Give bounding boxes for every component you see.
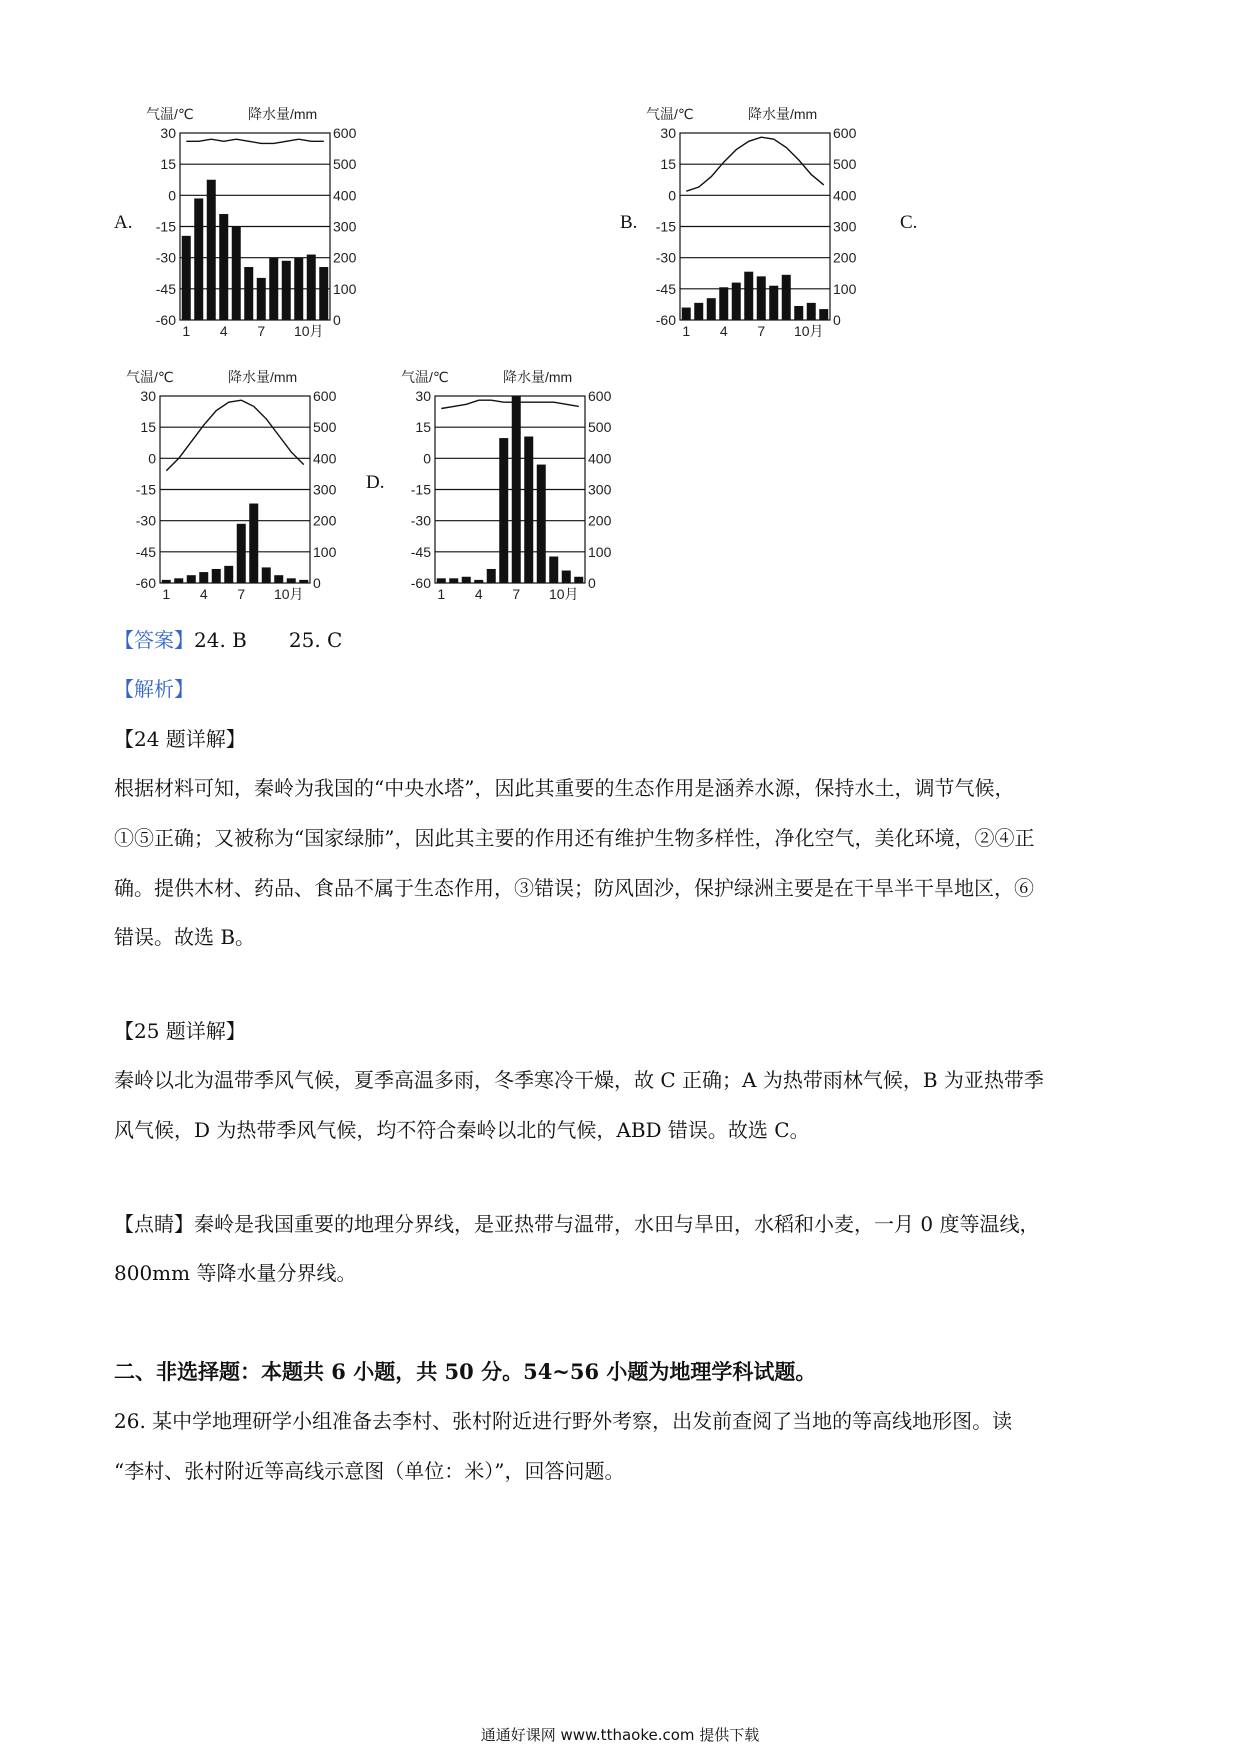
precip-tick-label: 600 bbox=[313, 388, 337, 404]
temp-tick-label: 15 bbox=[140, 419, 156, 436]
precip-bar bbox=[474, 580, 483, 583]
precip-bar bbox=[512, 396, 521, 583]
q24-line-4: 错误。故选 B。 bbox=[114, 925, 256, 949]
precip-tick-label: 500 bbox=[588, 419, 612, 436]
y2-axis-label: 降水量/mm bbox=[748, 106, 818, 122]
option-label-b: B. bbox=[620, 212, 638, 233]
precip-bar bbox=[207, 180, 216, 320]
precip-tick-label: 500 bbox=[833, 156, 857, 173]
precip-bar bbox=[249, 504, 258, 583]
precip-bar bbox=[682, 308, 691, 320]
x-tick-label: 1 bbox=[437, 586, 446, 602]
precip-bar bbox=[499, 438, 508, 583]
precip-tick-label: 100 bbox=[833, 280, 857, 297]
temp-tick-label: -30 bbox=[655, 249, 676, 266]
precip-bar bbox=[219, 214, 228, 320]
precip-tick-label: 500 bbox=[313, 419, 337, 436]
precip-tick-label: 600 bbox=[833, 125, 857, 141]
climate-chart-a bbox=[140, 105, 360, 339]
temp-tick-label: 0 bbox=[668, 187, 676, 204]
chart-a-svg bbox=[140, 105, 360, 339]
point-line-2: 800mm 等降水量分界线。 bbox=[114, 1261, 357, 1285]
temp-tick-label: -60 bbox=[135, 575, 156, 591]
precip-tick-label: 200 bbox=[588, 512, 612, 529]
precip-tick-label: 100 bbox=[313, 543, 337, 560]
precip-tick-label: 100 bbox=[588, 543, 612, 560]
x-tick-label: 4 bbox=[719, 323, 728, 339]
temp-tick-label: 15 bbox=[415, 419, 431, 436]
x-tick-label: 4 bbox=[474, 586, 483, 602]
precip-tick-label: 600 bbox=[333, 125, 357, 141]
y2-axis-label: 降水量/mm bbox=[228, 369, 298, 385]
x-tick-label: 10月 bbox=[293, 323, 324, 339]
precip-bar bbox=[194, 198, 203, 320]
precip-bar bbox=[719, 287, 728, 320]
precip-bar bbox=[819, 309, 828, 320]
precip-tick-label: 0 bbox=[313, 575, 321, 591]
temp-tick-label: 15 bbox=[160, 156, 176, 173]
precip-bar bbox=[574, 577, 583, 583]
q24-line-1: 根据材料可知，秦岭为我国的“中央水塔”，因此其重要的生态作用是涵养水源，保持水土，调节气候， bbox=[114, 776, 1015, 800]
temp-tick-label: 30 bbox=[660, 125, 676, 141]
temp-tick-label: -45 bbox=[135, 543, 156, 560]
temp-tick-label: -30 bbox=[155, 249, 176, 266]
q24-line-3: 确。提供木材、药品、食品不属于生态作用，③错误；防风固沙，保护绿洲主要是在干旱半干旱地区，⑥ bbox=[114, 876, 1034, 900]
precip-tick-label: 500 bbox=[333, 156, 357, 173]
q24-heading: 【24 题详解】 bbox=[114, 727, 246, 751]
temp-tick-label: -30 bbox=[135, 512, 156, 529]
precip-tick-label: 400 bbox=[333, 187, 357, 204]
q25-line-2: 风气候，D 为热带季风气候，均不符合秦岭以北的气候，ABD 错误。故选 C。 bbox=[114, 1118, 810, 1142]
temp-tick-label: 30 bbox=[140, 388, 156, 404]
y-axis-label: 气温/℃ bbox=[401, 369, 449, 385]
x-tick-label: 10月 bbox=[548, 586, 579, 602]
precip-bar bbox=[294, 258, 303, 320]
precip-bar bbox=[307, 255, 316, 320]
precip-tick-label: 200 bbox=[833, 249, 857, 266]
precip-bar bbox=[744, 272, 753, 320]
temp-tick-label: -60 bbox=[410, 575, 431, 591]
precip-bar bbox=[562, 571, 571, 583]
x-tick-label: 4 bbox=[199, 586, 208, 602]
option-label-d: D. bbox=[366, 472, 385, 493]
precip-bar bbox=[807, 303, 816, 320]
temp-tick-label: -60 bbox=[655, 312, 676, 328]
q26-line-1: 26. 某中学地理研学小组准备去李村、张村附近进行野外考察，出发前查阅了当地的等高线地形图。读 bbox=[114, 1409, 1013, 1433]
precip-bar bbox=[199, 572, 208, 583]
precip-bar bbox=[794, 306, 803, 320]
x-tick-label: 7 bbox=[257, 323, 266, 339]
temp-tick-label: -45 bbox=[410, 543, 431, 560]
precip-bar bbox=[269, 258, 278, 320]
x-tick-label: 7 bbox=[512, 586, 521, 602]
precip-tick-label: 300 bbox=[833, 218, 857, 235]
temp-tick-label: 30 bbox=[160, 125, 176, 141]
x-tick-label: 7 bbox=[757, 323, 766, 339]
precip-tick-label: 100 bbox=[333, 280, 357, 297]
temp-tick-label: 30 bbox=[415, 388, 431, 404]
precip-bar bbox=[162, 580, 171, 583]
chart-d-svg bbox=[395, 368, 615, 602]
q25-line-1: 秦岭以北为温带季风气候，夏季高温多雨，冬季寒冷干燥，故 C 正确；A 为热带雨林气候，B 为亚热带季 bbox=[114, 1068, 1044, 1092]
precip-bar bbox=[282, 261, 291, 320]
precip-tick-label: 0 bbox=[833, 312, 841, 328]
precip-bar bbox=[319, 267, 328, 320]
precip-bar bbox=[262, 567, 271, 583]
precip-bar bbox=[182, 236, 191, 320]
answer-24: 24. B bbox=[194, 628, 247, 652]
temp-tick-label: 0 bbox=[148, 450, 156, 467]
option-label-a: A. bbox=[114, 212, 133, 233]
temp-tick-label: 0 bbox=[168, 187, 176, 204]
temperature-line bbox=[441, 400, 579, 408]
precip-tick-label: 0 bbox=[588, 575, 596, 591]
temp-tick-label: 15 bbox=[660, 156, 676, 173]
temp-tick-label: -30 bbox=[410, 512, 431, 529]
precip-tick-label: 400 bbox=[588, 450, 612, 467]
precip-tick-label: 600 bbox=[588, 388, 612, 404]
point-line-1: 【点睛】秦岭是我国重要的地理分界线，是亚热带与温带，水田与旱田，水稻和小麦，一月 0 度等温线， bbox=[114, 1212, 1040, 1236]
precip-bar bbox=[437, 578, 446, 583]
temp-tick-label: -45 bbox=[155, 280, 176, 297]
q24-line-2: ①⑤正确；又被称为“国家绿肺”，因此其主要的作用还有维护生物多样性，净化空气，美化环境，②④正 bbox=[114, 826, 1035, 850]
temperature-line bbox=[186, 139, 323, 143]
precip-bar bbox=[187, 575, 196, 583]
precip-bar bbox=[537, 465, 546, 583]
answer-25: 25. C bbox=[288, 628, 343, 652]
precip-tick-label: 300 bbox=[333, 218, 357, 235]
answer-line bbox=[114, 626, 342, 654]
precip-bar bbox=[212, 569, 221, 583]
precip-bar bbox=[287, 578, 296, 583]
precip-bar bbox=[257, 278, 266, 320]
precip-tick-label: 300 bbox=[588, 481, 612, 498]
temp-tick-label: -60 bbox=[155, 312, 176, 328]
precip-bar bbox=[224, 566, 233, 583]
climate-chart-c bbox=[120, 368, 340, 602]
precip-tick-label: 0 bbox=[333, 312, 341, 328]
precip-bar bbox=[707, 298, 716, 320]
x-tick-label: 10月 bbox=[273, 586, 304, 602]
y-axis-label: 气温/℃ bbox=[646, 106, 694, 122]
climate-chart-b bbox=[640, 105, 860, 339]
page-footer: 通通好课网 www.tthaoke.com 提供下载 bbox=[480, 1726, 760, 1744]
y-axis-label: 气温/℃ bbox=[126, 369, 174, 385]
answer-tag: 【答案】 bbox=[114, 628, 194, 652]
temp-tick-label: -15 bbox=[655, 218, 676, 235]
precip-bar bbox=[524, 437, 533, 583]
precip-tick-label: 400 bbox=[313, 450, 337, 467]
precip-bar bbox=[694, 303, 703, 320]
precip-bar bbox=[174, 578, 183, 583]
x-tick-label: 7 bbox=[237, 586, 246, 602]
precip-bar bbox=[462, 577, 471, 583]
precip-bar bbox=[549, 557, 558, 583]
temp-tick-label: -15 bbox=[410, 481, 431, 498]
y2-axis-label: 降水量/mm bbox=[248, 106, 318, 122]
x-tick-label: 1 bbox=[162, 586, 171, 602]
chart-b-svg bbox=[640, 105, 860, 339]
climate-chart-d bbox=[395, 368, 615, 602]
analysis-tag: 【解析】 bbox=[114, 677, 194, 701]
x-tick-label: 1 bbox=[682, 323, 691, 339]
precip-bar bbox=[769, 286, 778, 320]
x-tick-label: 4 bbox=[219, 323, 228, 339]
precip-bar bbox=[487, 569, 496, 583]
precip-tick-label: 200 bbox=[333, 249, 357, 266]
section-title: 二、非选择题：本题共 6 小题，共 50 分。54~56 小题为地理学科试题。 bbox=[114, 1359, 817, 1384]
y-axis-label: 气温/℃ bbox=[146, 106, 194, 122]
temp-tick-label: 0 bbox=[423, 450, 431, 467]
x-tick-label: 1 bbox=[182, 323, 191, 339]
precip-tick-label: 200 bbox=[313, 512, 337, 529]
precip-tick-label: 300 bbox=[313, 481, 337, 498]
precip-bar bbox=[449, 578, 458, 583]
precip-bar bbox=[757, 276, 766, 320]
precip-bar bbox=[244, 267, 253, 320]
y2-axis-label: 降水量/mm bbox=[503, 369, 573, 385]
precip-bar bbox=[732, 283, 741, 320]
precip-bar bbox=[237, 524, 246, 583]
temperature-line bbox=[166, 400, 303, 471]
precip-bar bbox=[299, 580, 308, 583]
precip-bar bbox=[232, 227, 241, 321]
precip-bar bbox=[782, 275, 791, 320]
temp-tick-label: -15 bbox=[135, 481, 156, 498]
q25-heading: 【25 题详解】 bbox=[114, 1019, 246, 1043]
q26-line-2: “李村、张村附近等高线示意图（单位：米）”，回答问题。 bbox=[114, 1459, 625, 1483]
x-tick-label: 10月 bbox=[793, 323, 824, 339]
option-label-c: C. bbox=[900, 212, 918, 233]
temp-tick-label: -45 bbox=[655, 280, 676, 297]
temp-tick-label: -15 bbox=[155, 218, 176, 235]
precip-tick-label: 400 bbox=[833, 187, 857, 204]
chart-c-svg bbox=[120, 368, 340, 602]
precip-bar bbox=[274, 575, 283, 583]
